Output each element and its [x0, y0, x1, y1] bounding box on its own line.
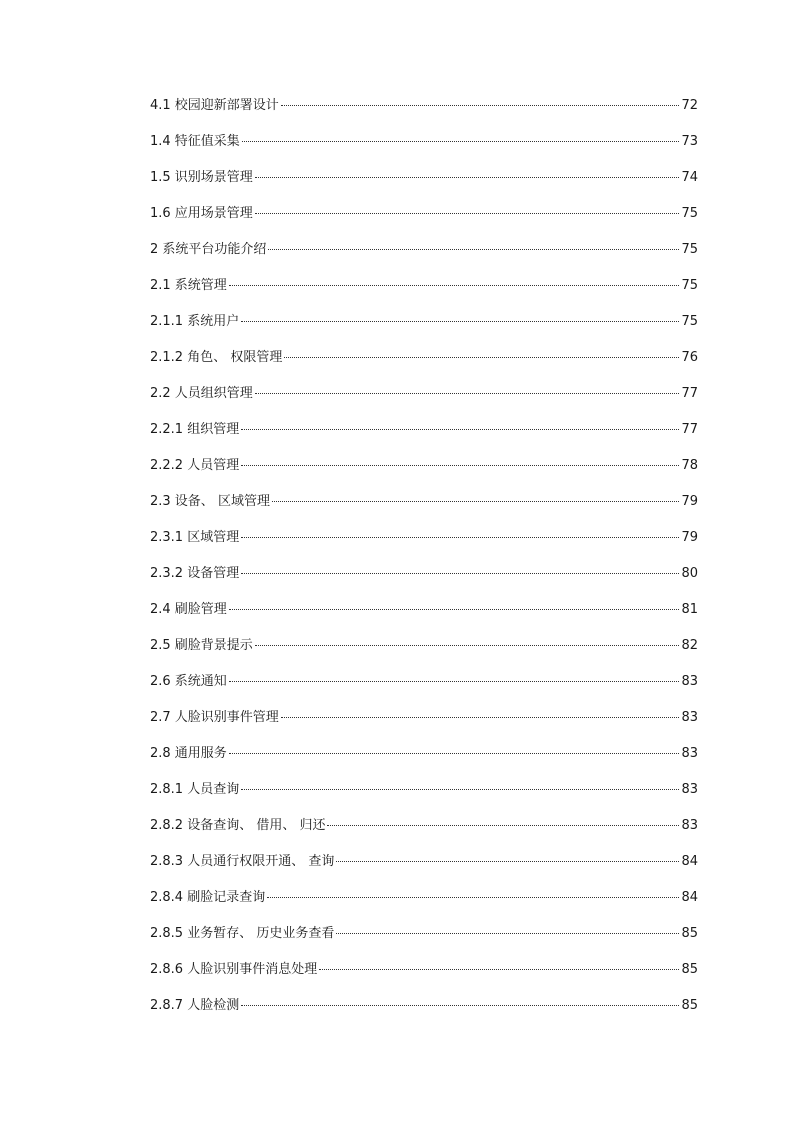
toc-entry-page-number: 81	[681, 602, 698, 617]
toc-entry-page-number: 84	[681, 854, 698, 869]
toc-entry[interactable]	[150, 852, 698, 888]
toc-entry[interactable]	[150, 240, 698, 276]
toc-dot-leader	[255, 392, 680, 394]
toc-dot-leader	[336, 860, 679, 862]
toc-entry[interactable]	[150, 312, 698, 348]
toc-entry[interactable]	[150, 348, 698, 384]
toc-dot-leader	[241, 572, 679, 574]
toc-entry-page-number: 72	[681, 98, 698, 113]
toc-entry-title: 2.8 通用服务	[150, 746, 227, 761]
toc-dot-leader	[241, 320, 679, 322]
toc-dot-leader	[255, 644, 680, 646]
toc-entry-title: 2.7 人脸识别事件管理	[150, 710, 279, 725]
toc-dot-leader	[336, 932, 679, 934]
toc-entry-page-number: 83	[681, 782, 698, 797]
toc-entry-page-number: 83	[681, 818, 698, 833]
toc-entry-page-number: 83	[681, 674, 698, 689]
toc-entry[interactable]	[150, 96, 698, 132]
toc-entry[interactable]	[150, 960, 698, 996]
toc-entry-title: 1.6 应用场景管理	[150, 206, 253, 221]
toc-dot-leader	[229, 608, 680, 610]
toc-dot-leader	[255, 212, 680, 214]
toc-entry-title: 1.5 识别场景管理	[150, 170, 253, 185]
toc-entry[interactable]	[150, 996, 698, 1032]
toc-entry-page-number: 85	[681, 962, 698, 977]
toc-dot-leader	[327, 824, 679, 826]
toc-entry-title: 1.4 特征值采集	[150, 134, 240, 149]
toc-entry[interactable]	[150, 564, 698, 600]
toc-dot-leader	[268, 248, 679, 250]
toc-entry-title: 2.8.7 人脸检测	[150, 998, 240, 1013]
toc-dot-leader	[242, 140, 680, 142]
toc-dot-leader	[272, 500, 680, 502]
toc-entry-title: 2.8.2 设备查询、 借用、 归还	[150, 818, 326, 833]
toc-entry-page-number: 78	[681, 458, 698, 473]
toc-entry-page-number: 74	[681, 170, 698, 185]
toc-entry-page-number: 76	[681, 350, 698, 365]
toc-dot-leader	[229, 284, 680, 286]
toc-dot-leader	[241, 1004, 679, 1006]
toc-entry-page-number: 85	[681, 926, 698, 941]
toc-entry[interactable]	[150, 276, 698, 312]
toc-dot-leader	[284, 356, 679, 358]
toc-entry[interactable]	[150, 744, 698, 780]
toc-entry-title: 2.6 系统通知	[150, 674, 227, 689]
table-of-contents	[150, 96, 698, 1032]
toc-entry-page-number: 84	[681, 890, 698, 905]
toc-dot-leader	[267, 896, 679, 898]
toc-entry-title: 2.3.2 设备管理	[150, 566, 240, 581]
toc-entry[interactable]	[150, 528, 698, 564]
toc-entry-title: 2.4 刷脸管理	[150, 602, 227, 617]
toc-entry-title: 4.1 校园迎新部署设计	[150, 98, 279, 113]
toc-entry-title: 2 系统平台功能介绍	[150, 242, 267, 257]
toc-entry-page-number: 79	[681, 494, 698, 509]
toc-entry-title: 2.8.4 刷脸记录查询	[150, 890, 266, 905]
toc-entry[interactable]	[150, 420, 698, 456]
toc-entry[interactable]	[150, 204, 698, 240]
toc-entry[interactable]	[150, 132, 698, 168]
toc-entry[interactable]	[150, 456, 698, 492]
toc-dot-leader	[241, 464, 679, 466]
toc-entry-page-number: 75	[681, 314, 698, 329]
toc-entry-title: 2.1.2 角色、 权限管理	[150, 350, 283, 365]
toc-entry-title: 2.8.5 业务暂存、 历史业务查看	[150, 926, 335, 941]
toc-entry[interactable]	[150, 816, 698, 852]
toc-entry[interactable]	[150, 636, 698, 672]
toc-dot-leader	[319, 968, 679, 970]
toc-entry-title: 2.5 刷脸背景提示	[150, 638, 253, 653]
toc-entry-page-number: 75	[681, 206, 698, 221]
toc-entry-page-number: 73	[681, 134, 698, 149]
toc-entry[interactable]	[150, 708, 698, 744]
toc-entry-page-number: 77	[681, 386, 698, 401]
toc-entry[interactable]	[150, 672, 698, 708]
toc-dot-leader	[255, 176, 680, 178]
toc-dot-leader	[281, 104, 680, 106]
toc-dot-leader	[241, 536, 679, 538]
toc-dot-leader	[241, 428, 679, 430]
toc-entry[interactable]	[150, 780, 698, 816]
toc-entry-page-number: 77	[681, 422, 698, 437]
toc-entry-title: 2.3.1 区域管理	[150, 530, 240, 545]
toc-entry[interactable]	[150, 600, 698, 636]
toc-entry-title: 2.8.3 人员通行权限开通、 查询	[150, 854, 335, 869]
toc-entry[interactable]	[150, 492, 698, 528]
toc-entry-title: 2.8.1 人员查询	[150, 782, 240, 797]
toc-entry-title: 2.1 系统管理	[150, 278, 227, 293]
toc-entry-page-number: 79	[681, 530, 698, 545]
toc-entry[interactable]	[150, 168, 698, 204]
toc-entry-title: 2.2.2 人员管理	[150, 458, 240, 473]
toc-entry-title: 2.1.1 系统用户	[150, 314, 240, 329]
toc-dot-leader	[281, 716, 680, 718]
toc-dot-leader	[229, 680, 680, 682]
toc-entry-page-number: 80	[681, 566, 698, 581]
toc-entry-page-number: 82	[681, 638, 698, 653]
toc-entry-title: 2.2.1 组织管理	[150, 422, 240, 437]
toc-entry-page-number: 83	[681, 710, 698, 725]
toc-dot-leader	[241, 788, 679, 790]
toc-entry[interactable]	[150, 384, 698, 420]
toc-entry-page-number: 75	[681, 278, 698, 293]
toc-entry-page-number: 75	[681, 242, 698, 257]
toc-entry-title: 2.3 设备、 区域管理	[150, 494, 270, 509]
toc-entry-page-number: 83	[681, 746, 698, 761]
toc-dot-leader	[229, 752, 680, 754]
toc-entry[interactable]	[150, 924, 698, 960]
toc-entry-page-number: 85	[681, 998, 698, 1013]
toc-entry-title: 2.2 人员组织管理	[150, 386, 253, 401]
toc-entry[interactable]	[150, 888, 698, 924]
toc-entry-title: 2.8.6 人脸识别事件消息处理	[150, 962, 318, 977]
